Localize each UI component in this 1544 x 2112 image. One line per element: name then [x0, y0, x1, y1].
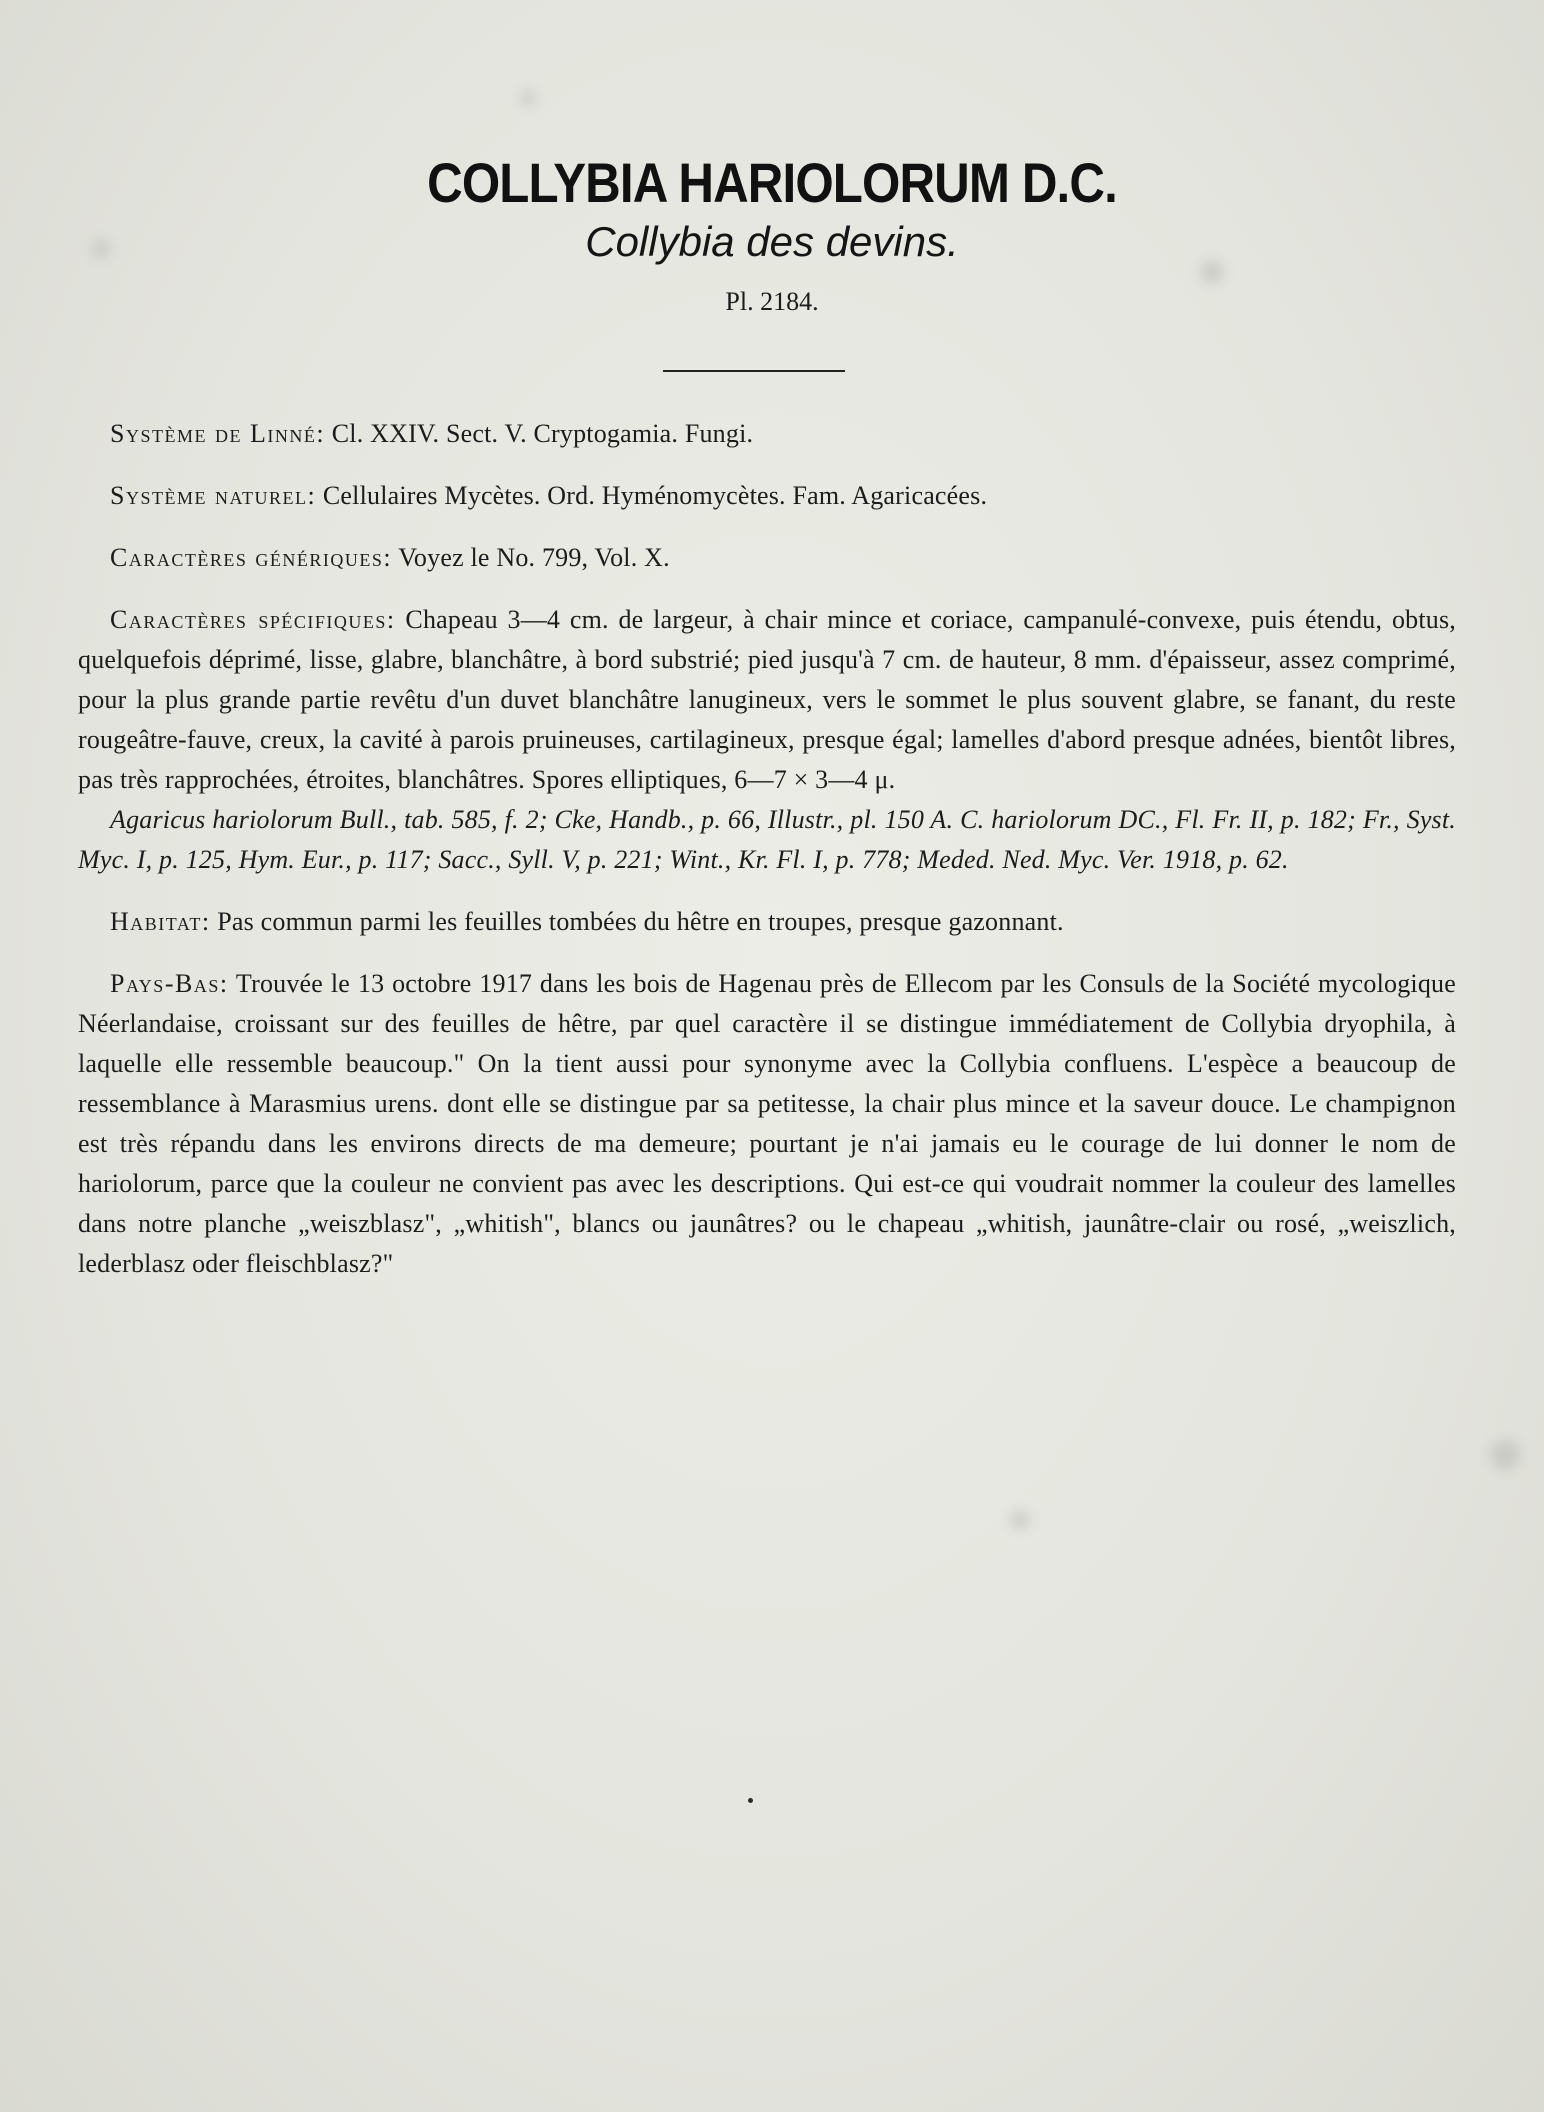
title-divider [663, 370, 845, 372]
paper-stain [1490, 1440, 1520, 1470]
document-header [0, 150, 1544, 322]
habitat-text: Pas commun parmi les feuilles tombées du hêtre en troupes, presque gazonnant. [210, 907, 1064, 936]
references-paragraph: Agaricus hariolorum Bull., tab. 585, f. 2; Cke, Handb., p. 66, Illustr., pl. 150 A. C. hariolorum DC., Fl. Fr. II, p. 182; Fr., Syst. Myc. I, p. 125, Hym. Eur., p. 117; Sacc., Syll. V, p. 221; Wint., Kr. Fl. I, p. 778; Meded. Ned. Myc. Ver. 1918, p. 62. [78, 805, 1456, 874]
common-name: Collybia des devins. [585, 218, 959, 265]
generic-characters-label: Caractères génériques: [110, 543, 393, 572]
natural-system-text: Cellulaires Mycètes. Ord. Hyménomycètes. Fam. Agaricacées. [316, 481, 988, 510]
plate-number: Pl. 2184. [725, 287, 819, 316]
generic-characters-paragraph [78, 538, 1456, 578]
linne-text: Cl. XXIV. Sect. V. Cryptogamia. Fungi. [325, 419, 754, 448]
netherlands-label: Pays-Bas: [110, 969, 229, 998]
specific-characters-label: Caractères spécifiques: [110, 605, 396, 634]
specific-characters-text: Chapeau 3—4 cm. de largeur, à chair mince et coriace, campanulé-convexe, puis étendu, obtus, quelquefois déprimé, lisse, glabre, blanchâtre, à bord substrié; pied jusqu'à 7 cm. de hauteur, 8 mm. d'épaisseur, assez comprimé, pour la plus grande partie revêtu d'un duvet blanchâtre lanugineux, vers le sommet le plus souvent glabre, se fanant, du reste rougeâtre-fauve, creux, la cavité à parois pruineuses, cartilagineux, presque égal; lamelles d'abord presque adnées, bientôt libres, pas très rapprochées, étroites, blanchâtres. Spores elliptiques, 6—7 × 3—4 μ. [78, 605, 1456, 794]
generic-characters-text: Voyez le No. 799, Vol. X. [392, 543, 670, 572]
natural-system-paragraph [78, 476, 1456, 516]
linne-label: Système de Linné: [110, 419, 326, 448]
species-title: COLLYBIA HARIOLORUM D.C. [427, 151, 1117, 214]
natural-system-label: Système naturel: [110, 481, 317, 510]
specific-characters-paragraph [78, 600, 1456, 800]
paper-stain [1010, 1510, 1030, 1530]
stray-dot [748, 1798, 753, 1803]
description-body [78, 414, 1456, 1284]
netherlands-paragraph [78, 964, 1456, 1284]
habitat-paragraph [78, 902, 1456, 942]
paper-stain [520, 90, 536, 106]
linne-paragraph [78, 414, 1456, 454]
netherlands-text: Trouvée le 13 octobre 1917 dans les bois de Hagenau près de Ellecom par les Consuls de la Société mycologique Néerlandaise, croissant sur des feuilles de hêtre, par quel caractère il se distingue immédiatement de Collybia dryophila, à laquelle elle ressemble beaucoup." On la tient aussi pour synonyme avec la Collybia confluens. L'espèce a beaucoup de ressemblance à Marasmius urens. dont elle se distingue par sa petitesse, la chair plus mince et la saveur douce. Le champignon est très répandu dans les environs directs de ma demeure; pourtant je n'ai jamais eu le courage de lui donner le nom de hariolorum, parce que la couleur ne convient pas avec les descriptions. Qui est-ce qui voudrait nommer la couleur des lamelles dans notre planche „weiszblasz", „whitish", blancs ou jaunâtres? ou le chapeau „whitish, jaunâtre-clair ou rosé, „weiszlich, lederblasz oder fleischblasz?" [78, 969, 1456, 1278]
habitat-label: Habitat: [110, 907, 211, 936]
